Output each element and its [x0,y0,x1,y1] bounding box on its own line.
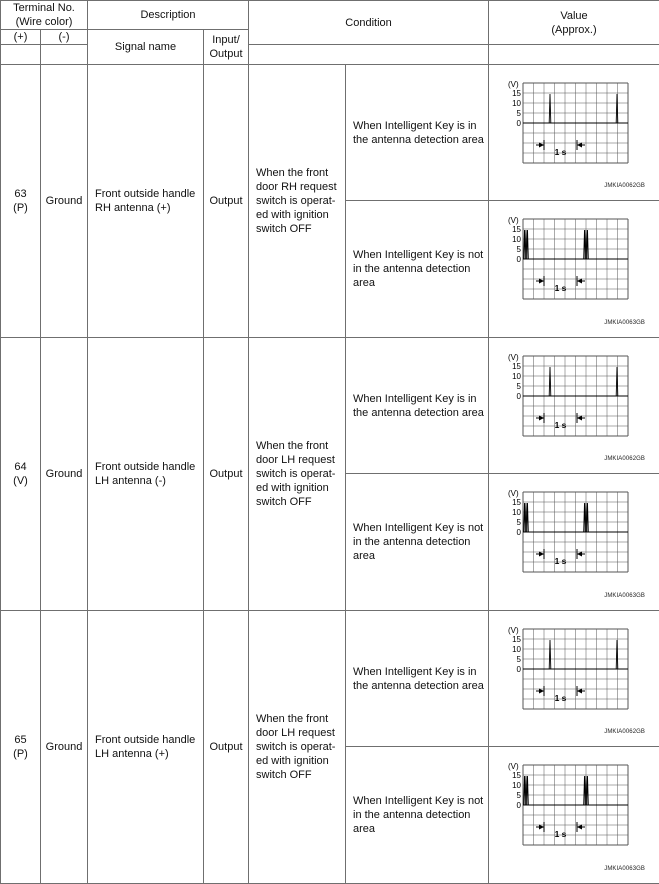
y-axis-unit: (V) [508,353,519,362]
time-scale-label: 1 s [555,420,567,430]
waveform-graph [501,625,631,715]
signal-pulse [549,367,551,396]
time-scale-label: 1 s [555,283,567,293]
table-row [1,338,659,474]
sub-condition-cell: When Intelligent Key is in the antenna detection area [346,611,489,747]
io-cell: Output [204,338,249,611]
ground-cell: Ground [41,65,88,338]
sub-condition-cell: When Intelligent Key is not in the antenna detection area [346,747,489,884]
ground-cell: Ground [41,338,88,611]
signal-name-cell: Front outside handle LH antenna (+) [88,611,204,884]
value-cell [489,747,659,884]
figure-reference-code: JMKIA0062GB [604,456,645,463]
condition-cell: When the front door LH request switch is operat- ed with ignition switch OFF [249,611,346,884]
signal-name-cell: Front outside handle RH antenna (+) [88,65,204,338]
header-description: Description [88,1,249,30]
figure-reference-code: JMKIA0062GB [604,183,645,190]
figure-reference-code: JMKIA0063GB [604,593,645,600]
terminal-cell: 65 (P) [1,611,41,884]
signal-pulse [587,230,589,259]
condition-cell: When the front door LH request switch is operat- ed with ignition switch OFF [249,338,346,611]
ground-cell: Ground [41,611,88,884]
figure-reference-code: JMKIA0063GB [604,320,645,327]
waveform-graph [501,352,631,442]
y-tick-label: 10 [512,508,521,517]
y-tick-label: 0 [517,255,522,264]
y-tick-label: 5 [517,791,522,800]
sub-condition-cell: When Intelligent Key is not in the antenna detection area [346,201,489,338]
signal-pulse [527,230,529,259]
y-tick-label: 5 [517,245,522,254]
terminal-cell: 64 (V) [1,338,41,611]
value-cell [489,338,659,474]
waveform-graph [501,761,631,851]
y-tick-label: 15 [512,362,521,371]
y-tick-label: 0 [517,801,522,810]
y-axis-unit: (V) [508,626,519,635]
y-tick-label: 0 [517,665,522,674]
waveform-graph [501,488,631,578]
y-axis-unit: (V) [508,80,519,89]
y-axis-unit: (V) [508,762,519,771]
y-tick-label: 10 [512,372,521,381]
time-scale-label: 1 s [555,147,567,157]
signal-pulse [587,776,589,805]
header-plus: (+) [1,30,41,45]
signal-pulse [587,503,589,532]
sub-condition-cell: When Intelligent Key is not in the antenna detection area [346,474,489,611]
table-body [1,65,659,884]
y-axis-unit: (V) [508,489,519,498]
time-scale-label: 1 s [555,829,567,839]
header-signal-name: Signal name [88,30,204,65]
y-tick-label: 10 [512,781,521,790]
y-tick-label: 15 [512,225,521,234]
y-tick-label: 0 [517,528,522,537]
y-axis-unit: (V) [508,216,519,225]
y-tick-label: 15 [512,89,521,98]
header-minus: (-) [41,30,88,45]
value-cell [489,201,659,338]
y-tick-label: 5 [517,518,522,527]
condition-cell: When the front door RH request switch is operat- ed with ignition switch OFF [249,65,346,338]
y-tick-label: 10 [512,99,521,108]
value-cell [489,65,659,201]
signal-pulse [527,776,529,805]
header-condition: Condition [249,1,489,45]
y-tick-label: 10 [512,645,521,654]
header-input-output: Input/ Output [204,30,249,65]
io-cell: Output [204,611,249,884]
waveform-graph [501,215,631,305]
y-tick-label: 5 [517,382,522,391]
y-tick-label: 10 [512,235,521,244]
value-cell [489,611,659,747]
sub-condition-cell: When Intelligent Key is in the antenna detection area [346,65,489,201]
figure-reference-code: JMKIA0062GB [604,729,645,736]
y-tick-label: 15 [512,498,521,507]
signal-pulse [616,367,618,396]
terminal-cell: 63 (P) [1,65,41,338]
y-tick-label: 0 [517,392,522,401]
y-tick-label: 0 [517,119,522,128]
signal-pulse [549,94,551,123]
y-tick-label: 15 [512,771,521,780]
signal-pulse [616,640,618,669]
signal-pulse [616,94,618,123]
signal-pulse [527,503,529,532]
header-value: Value (Approx.) [489,1,659,45]
table-row [1,611,659,747]
y-tick-label: 15 [512,635,521,644]
time-scale-label: 1 s [555,556,567,566]
signal-name-cell: Front outside handle LH antenna (-) [88,338,204,611]
y-tick-label: 5 [517,109,522,118]
sub-condition-cell: When Intelligent Key is in the antenna detection area [346,338,489,474]
y-tick-label: 5 [517,655,522,664]
time-scale-label: 1 s [555,693,567,703]
waveform-graph [501,79,631,169]
header-terminal-no: Terminal No. (Wire color) [1,1,88,30]
table-row [1,65,659,201]
figure-reference-code: JMKIA0063GB [604,866,645,873]
io-cell: Output [204,65,249,338]
signal-pulse [549,640,551,669]
value-cell [489,474,659,611]
